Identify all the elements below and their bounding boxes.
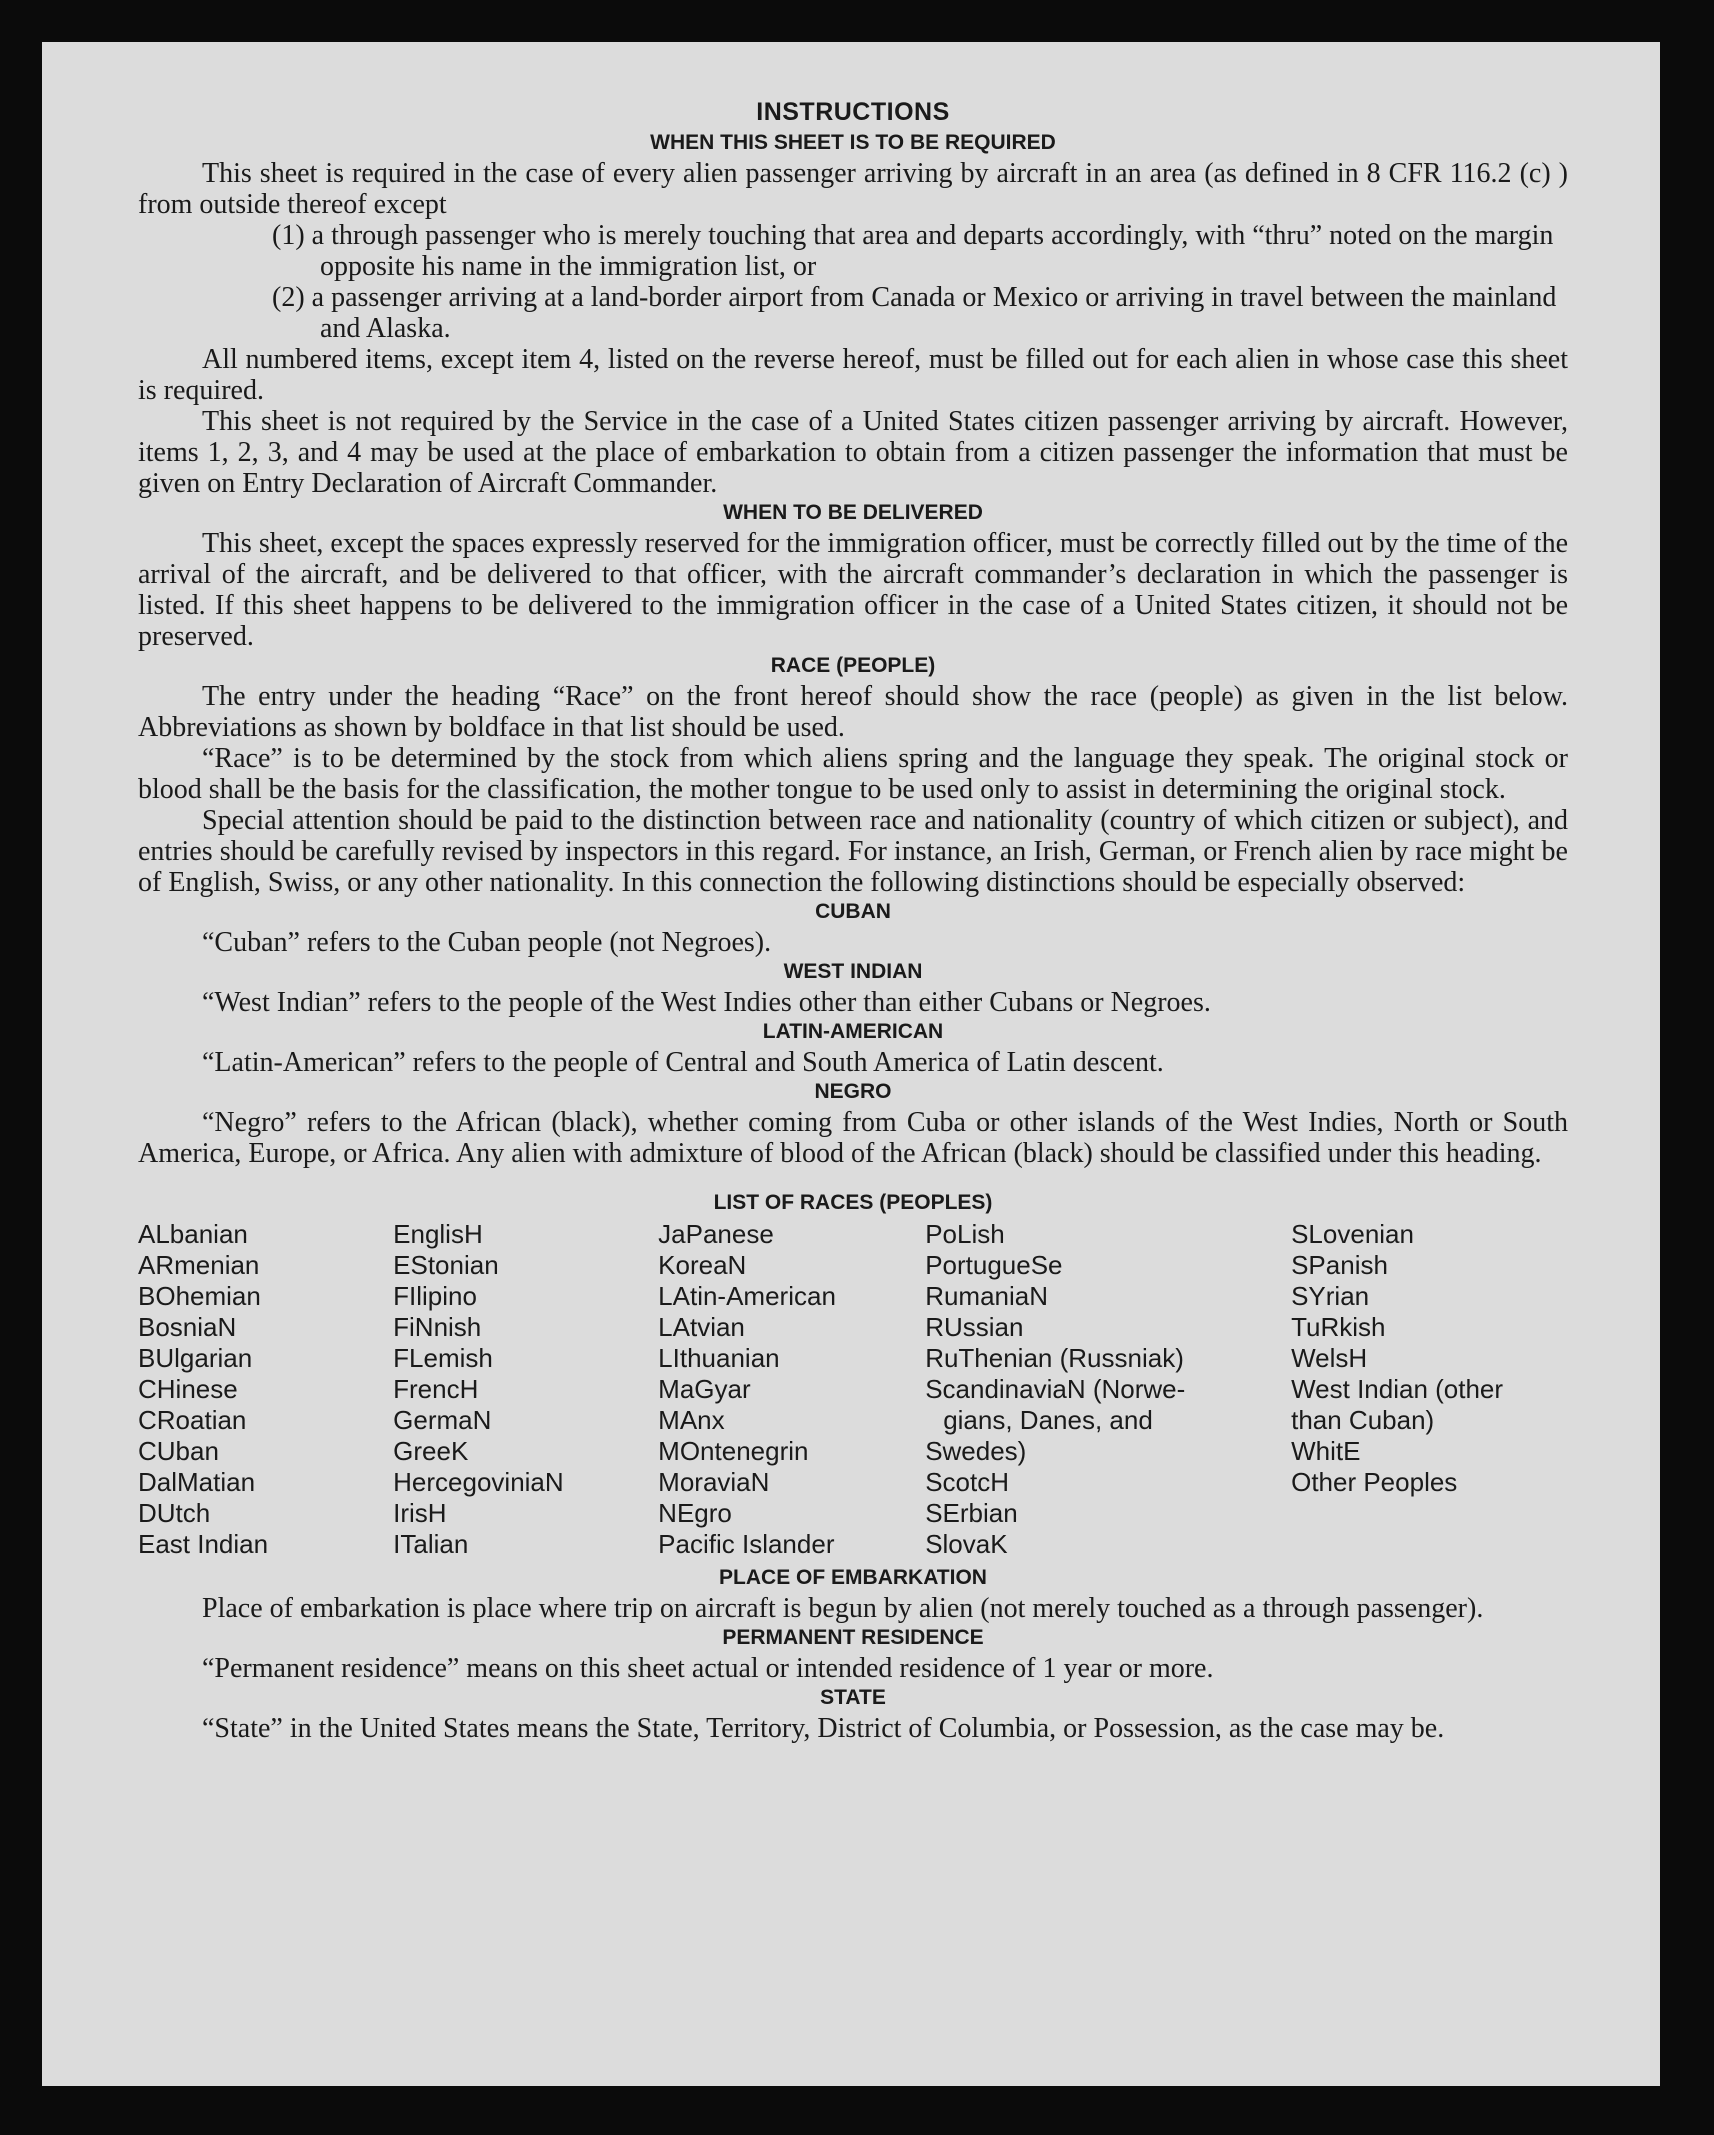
paragraph: “Negro” refers to the African (black), whether coming from Cuba or other islands of the West Indies, North or South America, Europe, or Africa. Any alien with admixture of blood of the African (black) should be classified under this heading. <box>138 1107 1568 1169</box>
race-entry: SlovaK <box>925 1529 1008 1559</box>
page-title: INSTRUCTIONS <box>756 98 950 126</box>
race-entry: BOhemian <box>138 1281 261 1311</box>
paragraph: This sheet is not required by the Service in the case of a United States citizen passenger arriving by aircraft. However, items 1, 2, 3, and 4 may be used at the place of embarkation to obtain from a citizen passenger the information that must be given on Entry Declaration of Aircraft Commander. <box>138 406 1568 499</box>
section-heading-races-list: LIST OF RACES (PEOPLES) <box>713 1191 993 1214</box>
race-entry: MaGyar <box>658 1374 751 1404</box>
section-heading-delivered: WHEN TO BE DELIVERED <box>723 501 983 524</box>
list-item: (1) a through passenger who is merely touching that area and departs accordingly, with “thru” noted on the margin opposite his name in the immigration list, or <box>272 220 1554 282</box>
race-entry: West Indian (other <box>1291 1374 1504 1404</box>
section-heading-residence: PERMANENT RESIDENCE <box>722 1626 984 1649</box>
paragraph: The entry under the heading “Race” on the front hereof should show the race (people) as given in the list below. Abbreviations as shown by boldface in that list should be used. <box>138 681 1568 743</box>
race-entry: MoraviaN <box>658 1467 770 1497</box>
paragraph: “State” in the United States means the State, Territory, District of Columbia, or Possession, as the case may be. <box>202 1713 1445 1744</box>
list-item: (2) a passenger arriving at a land-border airport from Canada or Mexico or arriving in travel between the mainland and Alaska. <box>272 282 1557 344</box>
paragraph: All numbered items, except item 4, listed on the reverse hereof, must be filled out for each alien in whose case this sheet is required. <box>138 344 1568 406</box>
race-entry: SYrian <box>1291 1281 1370 1311</box>
race-entry: CHinese <box>138 1374 238 1404</box>
paragraph: Special attention should be paid to the distinction between race and nationality (country of which citizen or subject), and entries should be carefully revised by inspectors in this regard. For instance, an Irish, German, or French alien by race might be of English, Swiss, or any other nationality. In this connection the following distinctions should be especially observed: <box>138 805 1568 898</box>
document-sheet <box>42 42 1660 2086</box>
race-entry: MOntenegrin <box>658 1436 809 1466</box>
race-entry: DUtch <box>138 1498 211 1528</box>
race-entry: IrisH <box>393 1498 447 1528</box>
race-entry: GermaN <box>393 1405 492 1435</box>
race-entry: ALbanian <box>138 1219 248 1249</box>
race-entry: JaPanese <box>658 1219 774 1249</box>
race-entry: ARmenian <box>138 1250 260 1280</box>
races-column <box>1291 1219 1568 1560</box>
races-list <box>138 1219 1568 1560</box>
race-entry: gians, Danes, and <box>943 1405 1153 1435</box>
section-heading-cuban: CUBAN <box>815 900 891 923</box>
race-entry: RUssian <box>925 1312 1024 1342</box>
paragraph: “Latin-American” refers to the people of Central and South America of Latin descent. <box>202 1047 1164 1078</box>
race-entry: EStonian <box>393 1250 499 1280</box>
races-column <box>658 1219 925 1560</box>
race-entry: CRoatian <box>138 1405 247 1435</box>
section-heading-negro: NEGRO <box>814 1080 892 1103</box>
race-entry: RumaniaN <box>925 1281 1049 1311</box>
race-entry: FrencH <box>393 1374 479 1404</box>
section-heading-embarkation: PLACE OF EMBARKATION <box>719 1566 987 1589</box>
race-entry: EnglisH <box>393 1219 483 1249</box>
race-entry: Other Peoples <box>1291 1467 1458 1497</box>
paragraph: “Race” is to be determined by the stock from which aliens spring and the language they speak. The original stock or blood shall be the basis for the classification, the mother tongue to be used only to assist in determining the original stock. <box>138 743 1568 805</box>
race-entry: FIlipino <box>393 1281 477 1311</box>
race-entry: SPanish <box>1291 1250 1388 1280</box>
paragraph: Place of embarkation is place where trip on aircraft is begun by alien (not merely touched as a through passenger). <box>202 1593 1484 1624</box>
section-heading-race: RACE (PEOPLE) <box>770 654 936 677</box>
races-column <box>393 1219 658 1560</box>
race-entry: PoLish <box>925 1219 1005 1249</box>
section-heading-latin-american: LATIN-AMERICAN <box>762 1020 944 1043</box>
race-entry: CUban <box>138 1436 219 1466</box>
race-entry: Pacific Islander <box>658 1529 835 1559</box>
race-entry: WelsH <box>1291 1343 1368 1373</box>
paragraph: This sheet is required in the case of every alien passenger arriving by aircraft in an area (as defined in 8 CFR 116.2 (c) ) from outside thereof except <box>138 158 1568 220</box>
section-heading-state: STATE <box>820 1686 886 1709</box>
section-heading-required: WHEN THIS SHEET IS TO BE REQUIRED <box>650 131 1056 154</box>
paragraph: “Cuban” refers to the Cuban people (not Negroes). <box>202 927 772 958</box>
paragraph: This sheet, except the spaces expressly reserved for the immigration officer, must be correctly filled out by the time of the arrival of the aircraft, and be delivered to that officer, with the aircraft commander’s declaration in which the passenger is listed. If this sheet happens to be delivered to the immigration officer in the case of a United States citizen, it should not be preserved. <box>138 528 1568 652</box>
race-entry: FLemish <box>393 1343 493 1373</box>
race-entry: LAtvian <box>658 1312 745 1342</box>
race-entry: BosniaN <box>138 1312 237 1342</box>
race-entry: LAtin-American <box>658 1281 836 1311</box>
race-entry: PortugueSe <box>925 1250 1063 1280</box>
race-entry: SLovenian <box>1291 1219 1414 1249</box>
races-column <box>138 1219 393 1560</box>
race-entry: MAnx <box>658 1405 725 1435</box>
section-heading-west-indian: WEST INDIAN <box>783 960 923 983</box>
race-entry: RuThenian (Russniak) <box>925 1343 1184 1373</box>
race-entry: East Indian <box>138 1529 269 1559</box>
race-entry: HercegoviniaN <box>393 1467 564 1497</box>
race-entry: WhitE <box>1291 1436 1361 1466</box>
race-entry: ScotcH <box>925 1467 1009 1497</box>
paragraph: “Permanent residence” means on this sheet actual or intended residence of 1 year or more. <box>202 1653 1214 1684</box>
race-entry: BUlgarian <box>138 1343 253 1373</box>
race-entry: Swedes) <box>925 1436 1027 1466</box>
race-entry: ITalian <box>393 1529 469 1559</box>
race-entry: FiNnish <box>393 1312 482 1342</box>
race-entry: GreeK <box>393 1436 469 1466</box>
paragraph: “West Indian” refers to the people of the West Indies other than either Cubans or Negroes. <box>202 987 1211 1018</box>
race-entry: SErbian <box>925 1498 1018 1528</box>
race-entry: TuRkish <box>1291 1312 1386 1342</box>
race-entry: NEgro <box>658 1498 732 1528</box>
race-entry: than Cuban) <box>1291 1405 1435 1435</box>
race-entry: KoreaN <box>658 1250 747 1280</box>
race-entry: DalMatian <box>138 1467 256 1497</box>
races-column <box>925 1219 1291 1560</box>
race-entry: ScandinaviaN (Norwe- <box>925 1374 1186 1404</box>
race-entry: LIthuanian <box>658 1343 780 1373</box>
